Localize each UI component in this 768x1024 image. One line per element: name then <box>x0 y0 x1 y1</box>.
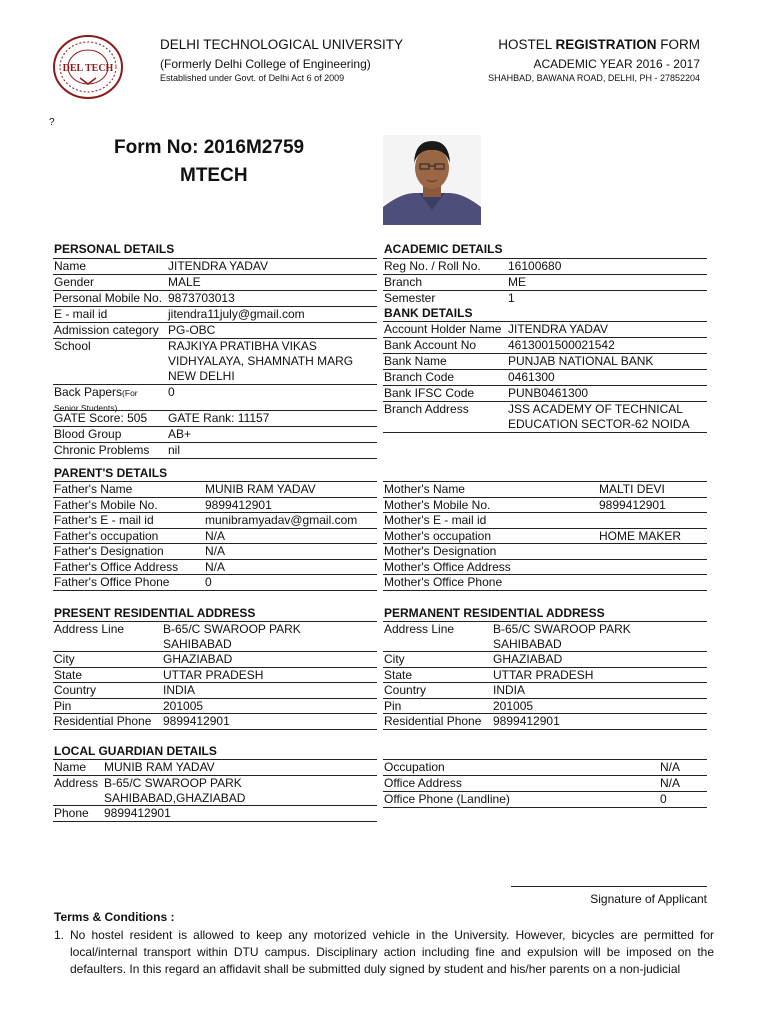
field-value: 201005 <box>163 698 204 713</box>
table-row <box>53 683 377 699</box>
table-row <box>383 386 707 402</box>
mother-details-table <box>383 481 707 591</box>
field-value: B-65/C SWAROOP PARK SAHIBABAD <box>493 622 631 651</box>
table-row <box>53 652 377 668</box>
table-row <box>383 498 707 514</box>
field-label: Account Holder Name <box>384 322 502 336</box>
table-row <box>383 291 707 306</box>
field-value: MUNIB RAM YADAV <box>104 760 215 774</box>
parents-details-title: PARENT'S DETAILS <box>54 466 168 480</box>
field-value: 9899412901 <box>163 714 230 728</box>
field-label: Phone <box>54 806 89 820</box>
table-row <box>53 513 377 529</box>
table-row <box>383 560 707 576</box>
field-value: PG-OBC <box>168 323 216 337</box>
field-label: Mother's Office Phone <box>384 575 503 589</box>
field-label: Father's Mobile No. <box>54 497 158 512</box>
field-label: Branch Code <box>384 370 455 384</box>
field-value: N/A <box>205 544 226 558</box>
table-row <box>53 427 377 443</box>
guardian-left-table <box>53 759 377 822</box>
field-value: 9873703013 <box>168 291 235 305</box>
table-row <box>53 668 377 684</box>
field-label: Residential Phone <box>384 714 482 728</box>
field-value: nil <box>168 443 181 457</box>
field-value: jitendra11july@gmail.com <box>168 307 305 321</box>
field-value: MUNIB RAM YADAV <box>205 482 316 496</box>
field-label: Gender <box>54 275 95 289</box>
field-label: Office Phone (Landline) <box>384 792 510 806</box>
guardian-right-table <box>383 759 707 808</box>
table-row <box>383 482 707 498</box>
form-title: HOSTEL REGISTRATION FORM <box>498 37 700 52</box>
field-label: Address Line <box>384 622 455 636</box>
field-value: 1 <box>508 291 515 305</box>
field-value: JITENDRA YADAV <box>508 322 609 336</box>
table-row <box>53 699 377 715</box>
field-label: Name <box>54 760 87 774</box>
field-label: State <box>54 667 83 682</box>
field-label: Father's Name <box>54 482 133 496</box>
table-row <box>383 259 707 275</box>
table-row <box>383 792 707 808</box>
field-label: Father's E - mail id <box>54 513 154 527</box>
present-address-table <box>53 621 377 730</box>
field-value: B-65/C SWAROOP PARK SAHIBABAD <box>163 622 301 651</box>
field-value: GATE Rank: 11157 <box>168 411 270 425</box>
field-label: Mother's E - mail id <box>384 513 487 527</box>
field-label: Country <box>384 683 427 697</box>
table-row <box>53 529 377 545</box>
table-row <box>53 714 377 730</box>
academic-details-table <box>383 258 707 433</box>
university-address: SHAHBAD, BAWANA ROAD, DELHI, PH - 27852204 <box>488 73 700 83</box>
field-label: Father's Office Phone <box>54 575 170 589</box>
permanent-address-title: PERMANENT RESIDENTIAL ADDRESS <box>384 606 605 620</box>
table-row <box>53 385 377 411</box>
field-label: City <box>54 652 75 666</box>
table-row <box>53 760 377 776</box>
terms-item-number: 1. <box>54 928 65 942</box>
field-value: N/A <box>660 776 681 790</box>
field-label: State <box>384 667 413 682</box>
field-label: Mother's occupation <box>384 528 492 543</box>
bank-details-title-row <box>383 306 707 322</box>
field-value: UTTAR PRADESH <box>493 667 594 682</box>
permanent-address-table <box>383 621 707 730</box>
field-label: Personal Mobile No. <box>54 291 163 305</box>
table-row <box>383 652 707 668</box>
field-label: E - mail id <box>54 307 108 321</box>
field-value: JITENDRA YADAV <box>168 259 269 273</box>
field-label: Pin <box>54 698 72 713</box>
field-value: PUNJAB NATIONAL BANK <box>508 354 654 368</box>
table-row <box>383 513 707 529</box>
table-row <box>53 560 377 576</box>
academic-year: ACADEMIC YEAR 2016 - 2017 <box>533 57 700 71</box>
table-row <box>383 622 707 652</box>
field-value: 0 <box>660 792 667 806</box>
field-value: 0461300 <box>508 370 555 384</box>
university-established: Established under Govt. of Delhi Act 6 of 2009 <box>160 73 345 83</box>
table-row <box>53 411 377 427</box>
field-value: N/A <box>205 528 226 543</box>
table-row <box>383 402 707 433</box>
field-label: Father's Designation <box>54 544 164 558</box>
field-label: Father's Office Address <box>54 559 179 574</box>
field-label: Residential Phone <box>54 714 152 728</box>
university-logo <box>52 34 124 100</box>
field-value: INDIA <box>493 683 526 697</box>
field-value: munibramyadav@gmail.com <box>205 513 358 527</box>
field-value: 9899412901 <box>599 497 666 512</box>
academic-details-title: ACADEMIC DETAILS <box>384 242 503 256</box>
field-label: Branch <box>384 275 423 289</box>
field-label: Bank Name <box>384 354 447 368</box>
field-value: GHAZIABAD <box>493 652 563 666</box>
field-value: 16100680 <box>508 259 562 273</box>
table-row <box>383 544 707 560</box>
personal-details-table <box>53 258 377 459</box>
table-row <box>53 339 377 385</box>
signature-line <box>511 886 707 887</box>
field-value: 4613001500021542 <box>508 338 615 352</box>
field-label: School <box>54 339 91 353</box>
terms-title: Terms & Conditions : <box>54 910 175 924</box>
table-row <box>383 338 707 354</box>
table-row <box>53 806 377 822</box>
table-row <box>383 575 707 591</box>
table-row <box>53 544 377 560</box>
field-value: 0 <box>168 385 175 399</box>
university-former-name: (Formerly Delhi College of Engineering) <box>160 57 371 71</box>
table-row <box>53 291 377 307</box>
field-label: Father's occupation <box>54 528 159 543</box>
form-number: Form No: 2016M2759 <box>114 137 305 158</box>
field-label: Branch Address <box>384 402 469 416</box>
table-row <box>53 776 377 806</box>
field-label: Mother's Office Address <box>384 559 511 574</box>
field-value: MALE <box>168 275 201 289</box>
signature-label: Signature of Applicant <box>590 892 707 906</box>
table-row <box>383 714 707 730</box>
field-label: Reg No. / Roll No. <box>384 259 481 273</box>
field-label: Bank Account No <box>384 338 477 352</box>
field-label: Pin <box>384 698 402 713</box>
table-row <box>383 275 707 291</box>
field-value: AB+ <box>168 427 192 441</box>
table-row <box>53 622 377 652</box>
field-value: PUNB0461300 <box>508 386 589 400</box>
table-row <box>53 498 377 514</box>
field-value: UTTAR PRADESH <box>163 667 264 682</box>
field-label: Office Address <box>384 776 462 790</box>
table-row <box>53 259 377 275</box>
table-row <box>383 699 707 715</box>
field-label: Admission category <box>54 323 159 337</box>
field-label: Address Line <box>54 622 125 636</box>
field-value: N/A <box>205 559 226 574</box>
field-value: 9899412901 <box>205 497 272 512</box>
field-label: Bank IFSC Code <box>384 386 475 400</box>
table-row <box>383 683 707 699</box>
program: MTECH <box>180 165 248 186</box>
field-value: 201005 <box>493 698 534 713</box>
present-address-title: PRESENT RESIDENTIAL ADDRESS <box>54 606 256 620</box>
field-label: Occupation <box>384 760 445 774</box>
field-label: GATE Score: 505 <box>54 411 148 425</box>
personal-details-title: PERSONAL DETAILS <box>54 242 175 256</box>
table-row <box>383 668 707 684</box>
field-label: Address <box>54 776 99 790</box>
table-row <box>383 760 707 776</box>
field-value: HOME MAKER <box>599 528 682 543</box>
field-value: RAJKIYA PRATIBHA VIKAS VIDHYALAYA, SHAMNATH MARG NEW DELHI <box>168 339 354 383</box>
field-value: INDIA <box>163 683 196 697</box>
table-row <box>53 443 377 459</box>
field-label: Blood Group <box>54 427 122 441</box>
table-row <box>383 354 707 370</box>
field-value: N/A <box>660 760 681 774</box>
field-label: Country <box>54 683 97 697</box>
father-details-table <box>53 481 377 591</box>
table-row <box>383 529 707 545</box>
field-label: City <box>384 652 405 666</box>
university-name: DELHI TECHNOLOGICAL UNIVERSITY <box>160 37 404 52</box>
table-row <box>53 482 377 498</box>
table-row <box>53 323 377 339</box>
bank-details-title: BANK DETAILS <box>384 306 473 320</box>
field-value: ME <box>508 275 526 289</box>
field-label: Semester <box>384 291 436 305</box>
applicant-photo <box>383 135 481 225</box>
field-label: Mother's Designation <box>384 544 497 558</box>
field-value: 0 <box>205 575 212 589</box>
field-value: 9899412901 <box>104 806 171 820</box>
table-row <box>383 322 707 338</box>
table-row <box>53 575 377 591</box>
field-value: JSS ACADEMY OF TECHNICAL EDUCATION SECTOR-62 NOIDA <box>508 402 690 431</box>
table-row <box>383 776 707 792</box>
field-label: Name <box>54 259 87 273</box>
field-value: B-65/C SWAROOP PARK SAHIBABAD,GHAZIABAD <box>104 776 246 805</box>
stray-mark: ? <box>49 117 55 128</box>
field-label: Chronic Problems <box>54 443 150 457</box>
local-guardian-title: LOCAL GUARDIAN DETAILS <box>54 744 217 758</box>
field-value: GHAZIABAD <box>163 652 233 666</box>
table-row <box>383 370 707 386</box>
field-value: 9899412901 <box>493 714 560 728</box>
svg-text:DEL TECH: DEL TECH <box>62 63 114 74</box>
field-value: MALTI DEVI <box>599 482 665 496</box>
table-row <box>53 275 377 291</box>
terms-item-1: No hostel resident is allowed to keep any motorized vehicle in the University. However, bicycles are permitted for local/internal transport within DTU campus. Disciplinary action including fine and expulsion will be imposed on the defaulters. In this regard an affidavit shall be submitted duly signed by student and his/her parents on a non-judicial <box>70 928 714 976</box>
field-label: Back Papers(For Senior Students) <box>54 385 138 413</box>
field-label: Mother's Mobile No. <box>384 497 491 512</box>
field-label: Mother's Name <box>384 482 465 496</box>
table-row <box>53 307 377 323</box>
